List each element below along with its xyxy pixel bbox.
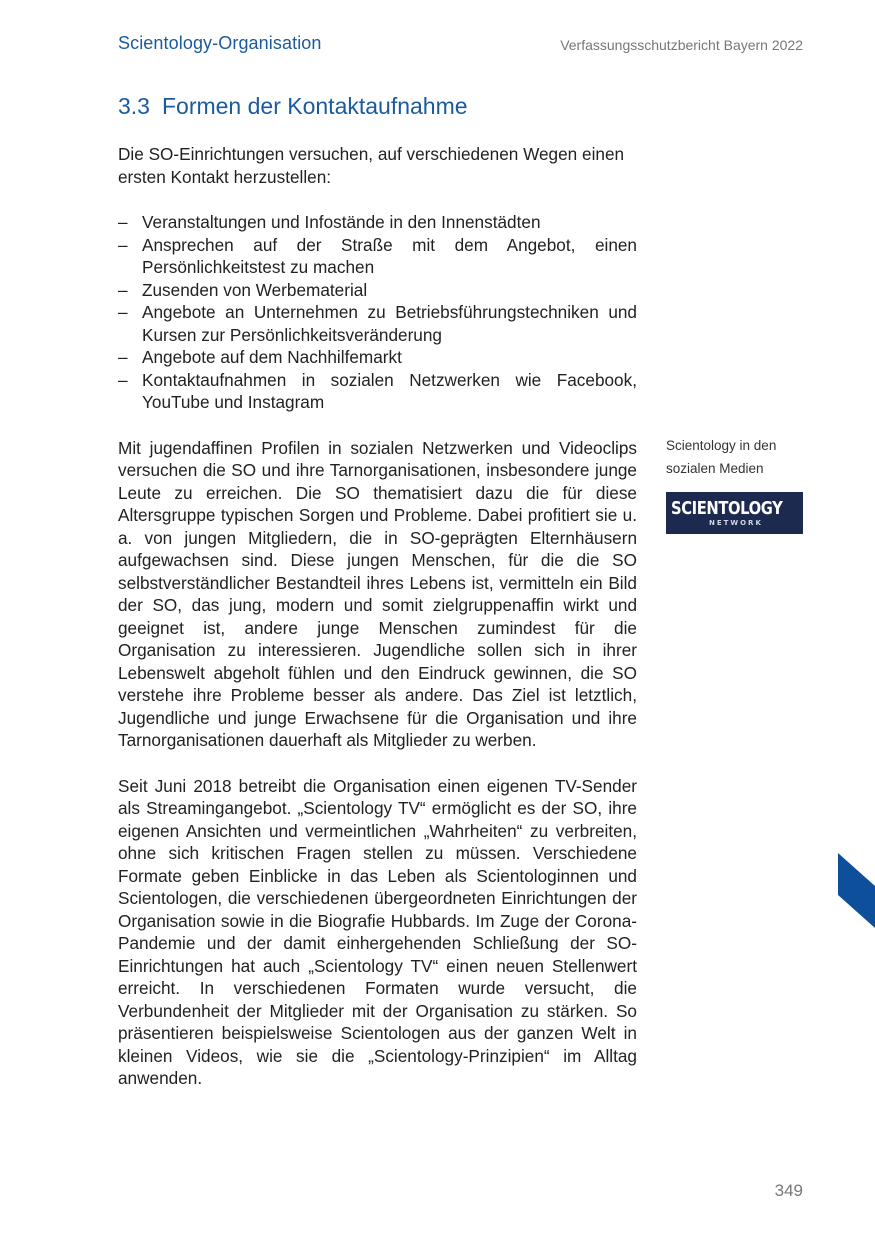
logo-title: SCIENTOLOGY xyxy=(671,498,783,519)
margin-note: Scientology in den sozialen Medien xyxy=(666,438,777,476)
logo-subtitle: NETWORK xyxy=(708,519,763,527)
contact-methods-list xyxy=(118,211,637,414)
list-item: – Angebote an Unternehmen zu Betriebsführungstechniken und Kursen zur Persönlichkeitsveränderung xyxy=(118,301,637,346)
running-header-report: Verfassungsschutzbericht Bayern 2022 xyxy=(560,37,803,53)
scientology-network-logo xyxy=(666,492,803,534)
section-number: 3.3 xyxy=(118,93,150,119)
body-paragraph-scientology-tv: Seit Juni 2018 betreibt die Organisation einen eigenen TV-Sender als Streamingangebot. „Scientology TV“ ermöglicht es der SO, ihre eigenen Ansichten und vermeintlichen „Wahrheiten“ zu verbreiten, ohne sich kritischen Fragen stellen zu müssen. Verschiedene Formate geben Einblicke in das Leben als Scientologinnen und Scientologen, die verschiedenen übergeordneten Einrichtungen der Organisation sowie in die Biografie Hubbards. Im Zuge der Corona-Pandemie und der damit einhergehenden Schließung der SO-Einrichtungen hat auch „Scientology TV“ einen neuen Stellenwert erreicht. In verschiedenen Formaten wurde versucht, die Verbundenheit der Mitglieder mit der Organisation zu stärken. So präsentieren beispielsweise Scientologen aus der ganzen Welt in kleinen Videos, wie sie die „Scientology-Prinzipien“ im Alltag anwenden. xyxy=(118,775,637,1088)
body-paragraph-social-media: Mit jugendaffinen Profilen in sozialen Netzwerken und Videoclips versuchen die SO und ihre Tarnorganisationen, insbesondere junge Leute zu erreichen. Die SO thematisiert dazu die für diese Altersgruppe typischen Sorgen und Probleme. Dabei profitiert sie u. a. von jungen Mitgliedern, die in SO-geprägten Elternhäusern aufgewachsen sind. Diese jungen Menschen, für die die SO selbstverständlicher Bestandteil ihres Lebens ist, vermitteln ein Bild der SO, das jung, modern und somit zielgruppenaffin wirkt und geeignet ist, andere junge Menschen zumindest für die Organisation zu interessieren. Jugendliche sollen sich in ihrer Lebenswelt abgeholt fühlen und den Eindruck gewinnen, die SO verstehe ihre Probleme besser als andere. Das Ziel ist letztlich, Jugendliche und junge Erwachsene für die Organisation und ihre Tarnorganisationen dauerhaft als Mitglieder zu werben. xyxy=(118,437,637,750)
list-item: – Kontaktaufnahmen in sozialen Netzwerken wie Facebook, YouTube und Instagram xyxy=(118,369,637,414)
list-item: – Ansprechen auf der Straße mit dem Angebot, einen Persönlichkeitstest zu machen xyxy=(118,234,637,279)
logo-wordmark xyxy=(671,499,807,527)
section-title: Formen der Kontaktaufnahme xyxy=(161,93,468,119)
section-heading xyxy=(118,93,468,120)
main-text-column xyxy=(118,143,637,1090)
intro-paragraph: Die SO-Einrichtungen versuchen, auf verschiedenen Wegen einen ersten Kontakt herzustellen: xyxy=(118,144,625,187)
page-number: 349 xyxy=(774,1181,803,1200)
list-item: – Zusenden von Werbematerial xyxy=(118,279,637,302)
list-item: – Veranstaltungen und Infostände in den Innenstädten xyxy=(118,211,637,234)
running-header-section: Scientology-Organisation xyxy=(118,33,322,53)
list-item: – Angebote auf dem Nachhilfemarkt xyxy=(118,346,637,369)
chapter-tab-marker xyxy=(838,853,875,928)
